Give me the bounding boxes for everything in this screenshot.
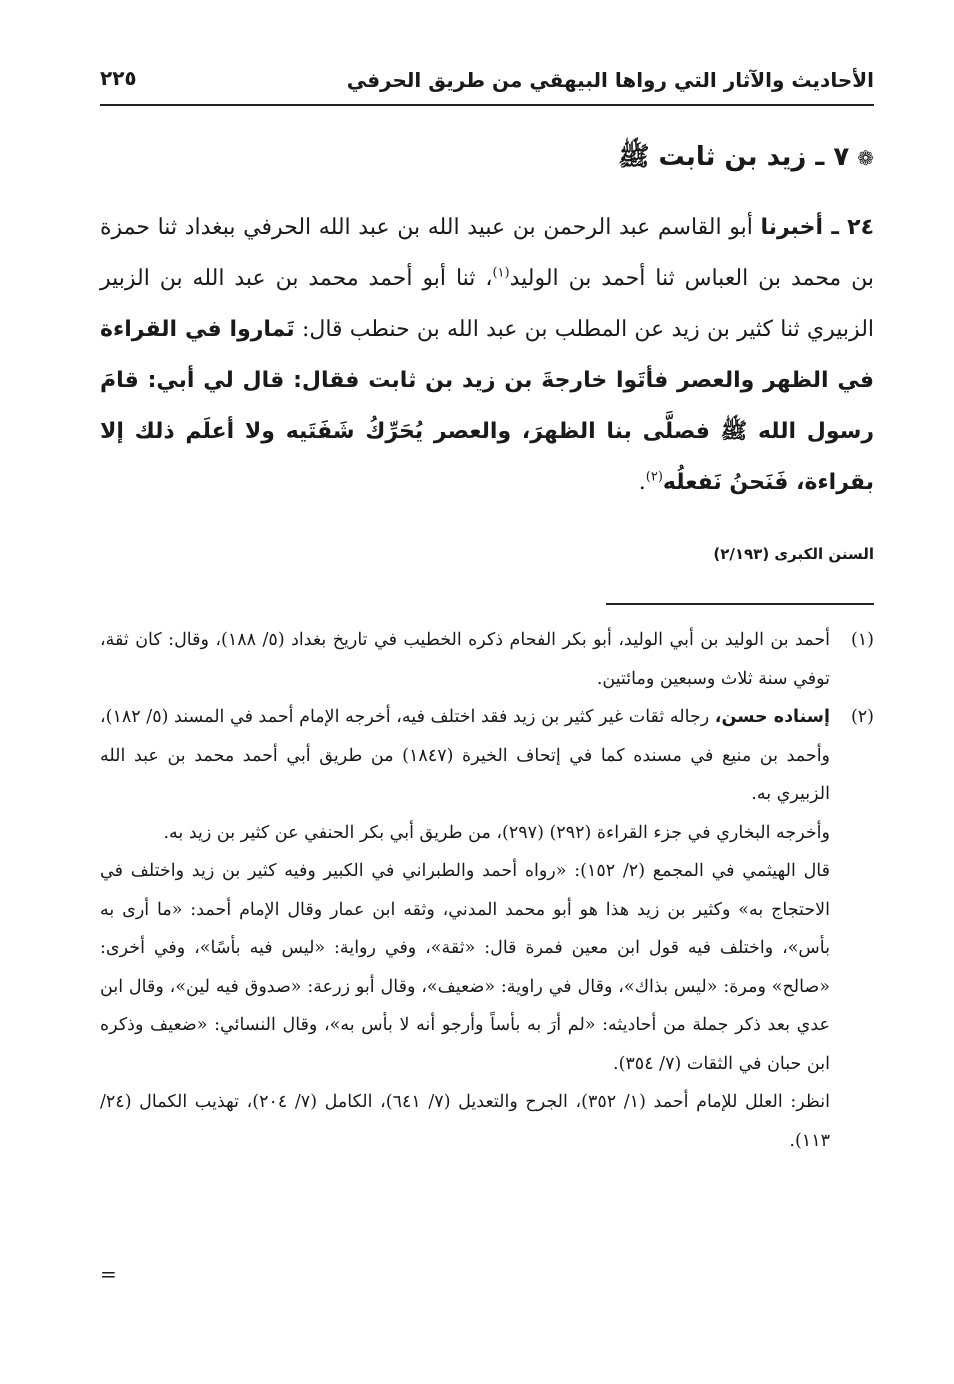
hadith-number: ٢٤ ـ أخبرنا (760, 215, 874, 240)
running-header (100, 62, 874, 106)
footnote-number: (٢) (850, 707, 874, 727)
hadith-text (100, 202, 874, 508)
footnote-1 (100, 621, 874, 698)
header-rule (100, 104, 874, 106)
footnote-ref-1: (١) (492, 265, 510, 281)
footnotes (100, 621, 874, 1160)
running-title: الأحاديث والآثار التي رواها البيهقي من طريق الحرفي (346, 68, 874, 92)
footnote-paragraph (100, 698, 830, 814)
section-title: ٧ ـ زيد بن ثابت ﷺ (618, 142, 850, 172)
footnote-text: أحمد بن الوليد بن أبي الوليد، أبو بكر الفحام ذكره الخطيب في تاريخ بغداد (٥/ ١٨٨)، وقال: كان ثقة، توفي سنة ثلاث وسبعين ومائتين. (100, 630, 831, 689)
footnote-paragraph-3: قال الهيثمي في المجمع (٢/ ١٥٢): «رواه أحمد والطبراني في الكبير وفيه كثير بن زيد واختلف في الاحتجاج به» وكثير بن زيد هذا هو أبو محمد المدني، وثقه ابن عمار وقال الإمام أحمد: «ما أرى به بأس»، واختلف فيه قول ابن معين فمرة قال: «ثقة»، وفي رواية: «ليس فيه بأسًا»، وفي أخرى: «صالح» ومرة: «ليس بذاك»، وقال في راوية: «ضعيف»، وقال أبو زرعة: «صدوق فيه لين»، وقال ابن عدي بعد ذكر جملة من أحاديثه: «لم أرَ به بأساً وأرجو أنه لا بأس به»، وقال النسائي: «ضعيف وذكره ابن حبان في الثقات (٧/ ٣٥٤). (100, 861, 830, 1074)
hadith-chain-2: ، ثنا أبو أحمد محمد بن عبد الله بن الزبير الزبيري ثنا كثير بن زيد عن المطلب بن عبد الله بن حنطب قال: (100, 266, 875, 342)
footnote-paragraph-4: انظر: العلل للإمام أحمد (١/ ٣٥٢)، الجرح والتعديل (٧/ ٦٤١)، الكامل (٧/ ٢٠٤)، تهذيب الكمال (٢٤/ ١١٣). (100, 1092, 830, 1151)
footnote-2 (100, 698, 874, 1160)
source-reference: السنن الكبرى (٢/١٩٣) (713, 545, 874, 563)
section-heading (618, 140, 874, 178)
footnote-separator (606, 603, 874, 605)
footnote-paragraph-2: وأخرجه البخاري في جزء القراءة (٢٩٢) (٢٩٧)، من طريق أبي بكر الحنفي عن كثير بن زيد به. (163, 822, 830, 843)
footnote-lead: إسناده حسن، (714, 707, 830, 727)
hadith-matn: تَماروا في القراءة في الظهر والعصر فأتَوا خارجةَ بن زيد بن ثابت فقال: قال لي أبي: قامَ رسول الله ﷺ فصلَّى بنا الظهرَ، والعصر يُحَرِّكُ شَفَتَيه ولا أعلَم ذلك إلا بقراءة، فَنَحنُ نَفعلُه (100, 317, 874, 495)
footnote-paragraph-1: رجاله ثقات غير كثير بن زيد فقد اختلف فيه، أخرجه الإمام أحمد في المسند (٥/ ١٨٢)، وأحمد بن منيع في مسنده كما في إتحاف الخيرة (١٨٤٧) من طريق أبي أحمد محمد بن عبد الله الزبيري به. (100, 707, 831, 804)
page-number: ٢٢٥ (100, 66, 137, 90)
footnote-ref-2: (٢) (645, 469, 663, 485)
hadith-end: . (638, 470, 646, 495)
continuation-mark: = (100, 1262, 117, 1286)
flower-icon: ❁ (857, 145, 874, 170)
hadith-chain-1: أبو القاسم عبد الرحمن بن عبيد الله بن عبد الله الحرفي ببغداد ثنا حمزة بن محمد بن العباس ثنا أحمد بن الوليد (100, 215, 874, 291)
footnote-number: (١) (850, 630, 874, 650)
